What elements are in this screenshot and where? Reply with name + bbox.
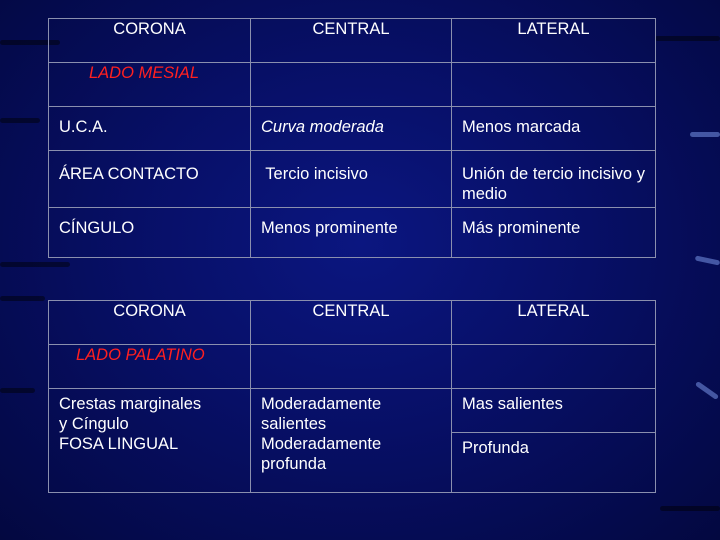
row-label-line: FOSA LINGUAL (59, 435, 179, 453)
background-streak (695, 255, 720, 265)
background-streak (0, 262, 70, 267)
central-line: salientes (261, 415, 327, 433)
section-label-mesial: LADO MESIAL (89, 64, 200, 82)
table-row (49, 151, 656, 208)
header-central: CENTRAL (251, 19, 452, 63)
row-label-line: Crestas marginales (59, 395, 202, 413)
table-header-row (49, 301, 656, 345)
row-label (49, 389, 251, 493)
header-lateral: LATERAL (452, 301, 656, 345)
table-row (49, 389, 656, 433)
header-lateral: LATERAL (452, 19, 656, 63)
background-streak (0, 118, 40, 123)
row-label-line: y Cíngulo (59, 415, 129, 433)
row-label: U.C.A. (49, 107, 251, 151)
central-line: Moderadamente (261, 395, 382, 413)
lateral-cell: Mas salientes (452, 389, 656, 433)
central-cell: Curva moderada (251, 107, 452, 151)
row-label: ÁREA CONTACTO (49, 151, 251, 208)
row-label: CÍNGULO (49, 208, 251, 258)
table-row (49, 107, 656, 151)
central-line: profunda (261, 455, 327, 473)
lateral-cell: Unión de tercio incisivo y medio (452, 151, 656, 208)
table-row (49, 208, 656, 258)
section-label-palatino: LADO PALATINO (76, 346, 205, 364)
header-corona: CORONA (49, 19, 251, 63)
palatino-comparison-table (48, 300, 656, 493)
central-cell: Tercio incisivo (251, 151, 452, 208)
lateral-cell: Menos marcada (452, 107, 656, 151)
lateral-cell: Más prominente (452, 208, 656, 258)
lateral-cell: Profunda (452, 433, 656, 493)
header-corona: CORONA (49, 301, 251, 345)
header-central: CENTRAL (251, 301, 452, 345)
mesial-comparison-table (48, 18, 656, 258)
background-streak (655, 36, 720, 41)
background-streak (690, 132, 720, 137)
background-streak (695, 381, 719, 400)
central-cell (251, 389, 452, 493)
central-line: Moderadamente (261, 435, 382, 453)
section-row (49, 63, 656, 107)
section-row (49, 345, 656, 389)
background-streak (0, 296, 45, 301)
background-streak (660, 506, 720, 511)
table-header-row (49, 19, 656, 63)
central-cell: Menos prominente (251, 208, 452, 258)
background-streak (0, 388, 35, 393)
